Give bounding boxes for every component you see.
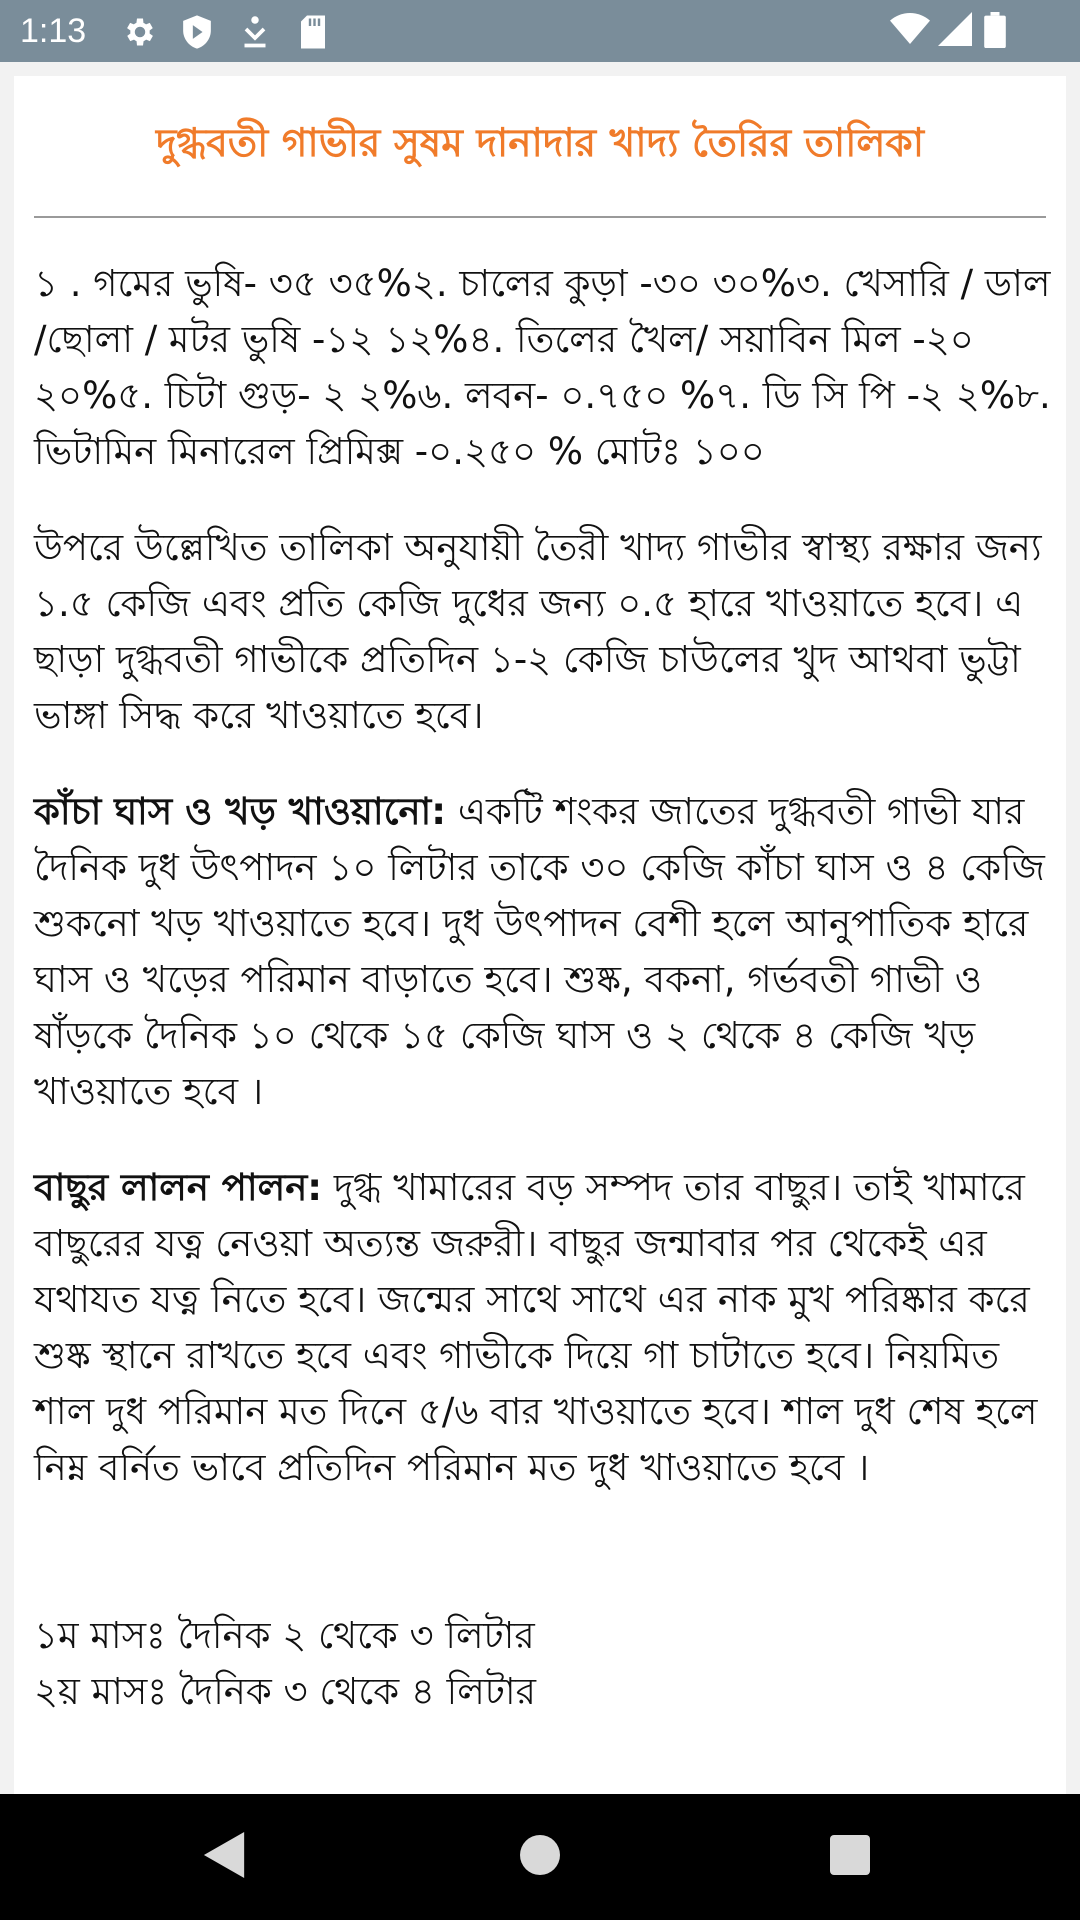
- article-card: [14, 76, 1066, 1794]
- home-button[interactable]: [505, 1822, 575, 1892]
- article-title: দুগ্ধবতী গাভীর সুষম দানাদার খাদ্য তৈরির তালিকা: [155, 121, 925, 166]
- calf-heading: বাছুর লালন পালন:: [34, 1166, 323, 1209]
- recents-button[interactable]: [815, 1822, 885, 1892]
- navigation-bar: [0, 1794, 1080, 1920]
- grass-text: একটি শংকর জাতের দুগ্ধবতী গাভী যার দৈনিক দুধ উৎপাদন ১০ লিটার তাকে ৩০ কেজি কাঁচা ঘাস ও ৪ কেজি শুকনো খড় খাওয়াতে হবে। দুধ উৎপাদন বেশী হলে আনুপাতিক হারে ঘাস ও খড়ের পরিমান বাড়াতে হবে। শুষ্ক, বকনা, গর্ভবতী গাভী ও ষাঁড়কে দৈনিক ১০ থেকে ১৫ কেজি ঘাস ও ২ থেকে ৪ কেজি খড় খাওয়াতে হবে ।: [34, 790, 1045, 1113]
- grass-heading: কাঁচা ঘাস ও খড় খাওয়ানো:: [34, 790, 447, 833]
- calf-paragraph: [34, 1160, 1059, 1496]
- wifi-icon: [890, 12, 930, 50]
- spacer: [34, 1536, 1059, 1608]
- feed-list-paragraph: ১ . গমের ভুষি- ৩৫ ৩৫%২. চালের কুড়া -৩০ ৩০%৩. খেসারি / ডাল /ছোলা / মটর ভুষি -১২ ১২%৪. তিলের খৈল/ সয়াবিন মিল -২০ ২০%৫. চিটা গুড়- ২ ২%৬. লবন- ০.৭৫০ %৭. ডি সি পি -২ ২%৮. ভিটামিন মিনারেল প্রিমিক্স -০.২৫০ % মোটঃ ১০০: [34, 262, 1051, 473]
- content-area[interactable]: [0, 62, 1080, 1794]
- feeding-note-paragraph: উপরে উল্লেখিত তালিকা অনুযায়ী তৈরী খাদ্য গাভীর স্বাস্থ্য রক্ষার জন্য ১.৫ কেজি এবং প্রতি কেজি দুধের জন্য ০.৫ হারে খাওয়াতে হবে। এ ছাড়া দুগ্ধবতী গাভীকে প্রতিদিন ১-২ কেজি চাউলের খুদ আথবা ভুট্টা ভাঙ্গা সিদ্ধ করে খাওয়াতে হবে।: [34, 526, 1042, 737]
- signal-icon: [938, 12, 972, 50]
- shield-icon: [180, 14, 214, 54]
- battery-icon: [984, 12, 1006, 52]
- month-2-line: ২য় মাসঃ দৈনিক ৩ থেকে ৪ লিটার: [34, 1670, 537, 1713]
- grass-paragraph: [34, 784, 1059, 1120]
- article-body: [34, 256, 1059, 1720]
- status-time: 1:13: [20, 12, 87, 50]
- home-icon: [520, 1835, 560, 1879]
- gear-icon: [122, 14, 158, 54]
- back-icon: [202, 1830, 248, 1884]
- sd-card-icon: [298, 14, 328, 54]
- download-icon: [240, 14, 270, 54]
- month-1-line: ১ম মাসঃ দৈনিক ২ থেকে ৩ লিটার: [34, 1614, 535, 1657]
- title-divider: [34, 216, 1046, 218]
- calf-text: দুগ্ধ খামারের বড় সম্পদ তার বাছুর। তাই খামারে বাছুরের যত্ন নেওয়া অত্যন্ত জরুরী। বাছুর জন্মাবার পর থেকেই এর যথাযত যত্ন নিতে হবে। জন্মের সাথে সাথে এর নাক মুখ পরিষ্কার করে শুষ্ক স্থানে রাখতে হবে এবং গাভীকে দিয়ে গা চাটাতে হবে। নিয়মিত শাল দুধ পরিমান মত দিনে ৫/৬ বার খাওয়াতে হবে। শাল দুধ শেষ হলে নিম্ন বর্নিত ভাবে প্রতিদিন পরিমান মত দুধ খাওয়াতে হবে ।: [34, 1166, 1038, 1489]
- back-button[interactable]: [190, 1822, 260, 1892]
- recents-icon: [830, 1835, 870, 1879]
- status-bar: [0, 0, 1080, 62]
